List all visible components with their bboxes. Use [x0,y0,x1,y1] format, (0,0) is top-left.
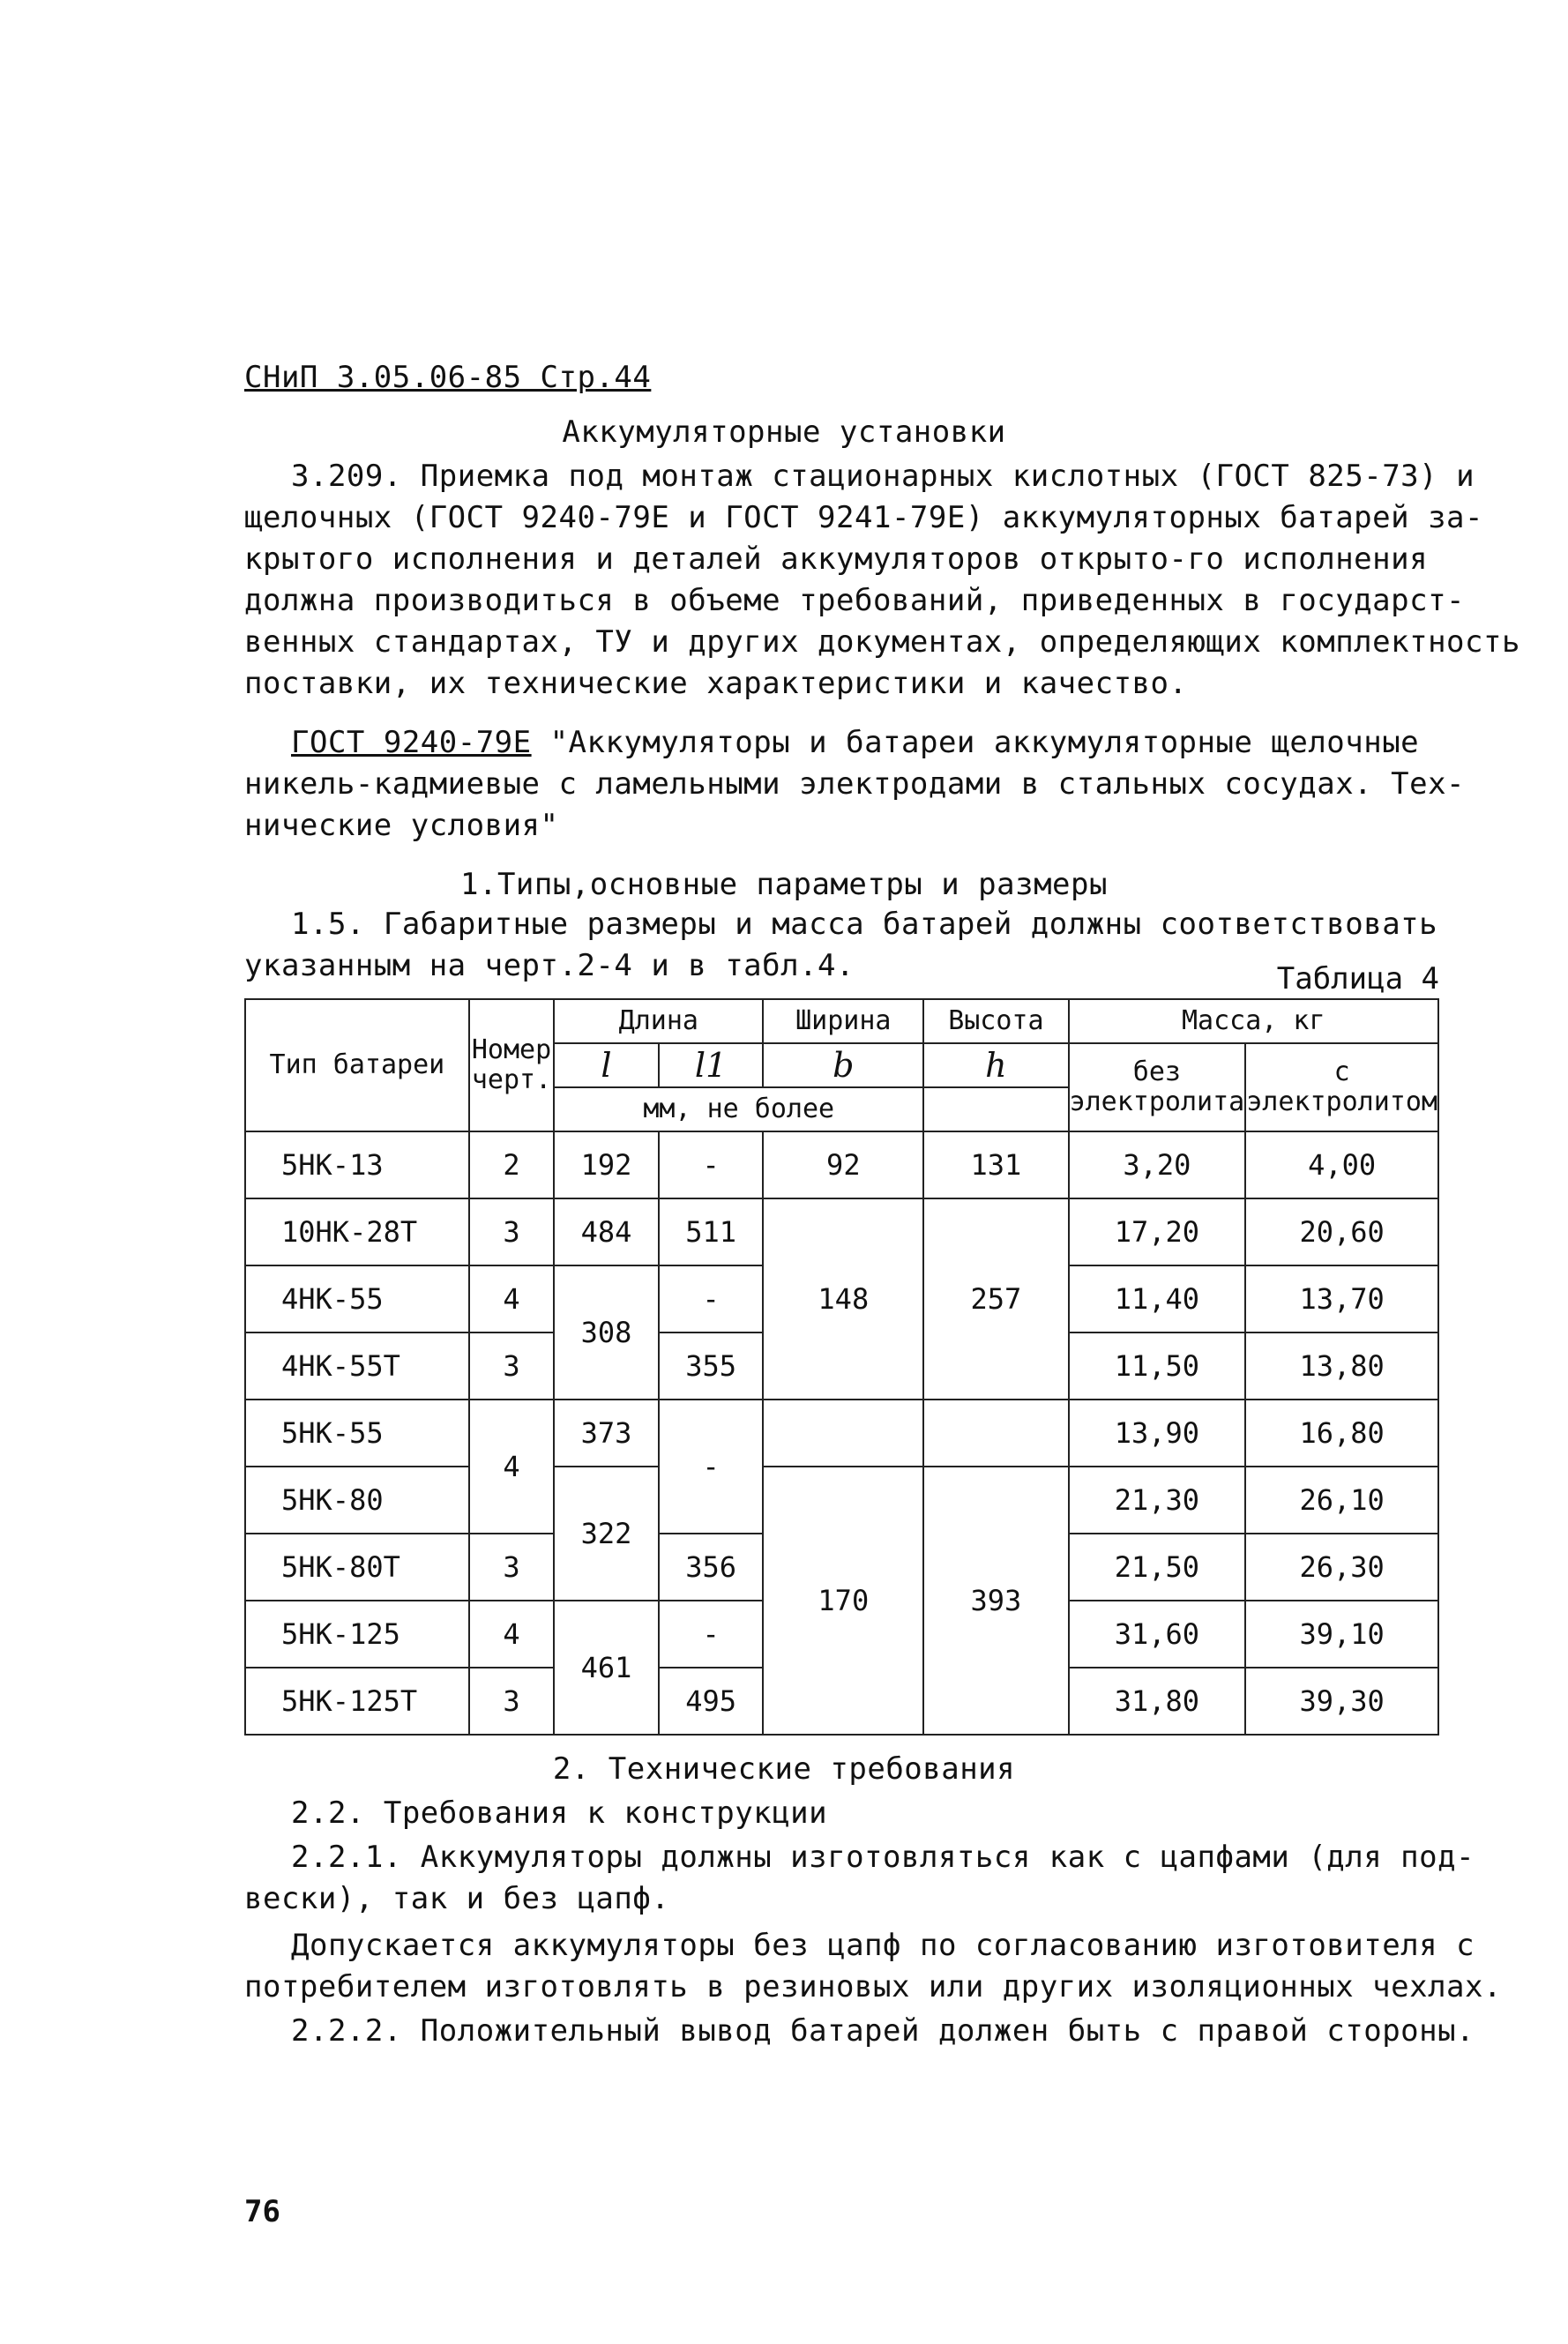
col-mass-no-el-header: без электролита [1069,1043,1246,1131]
cell-l1: 511 [659,1198,764,1265]
col-length-header: Длина [554,999,763,1043]
cell-type: 5НК-55 [245,1400,469,1467]
paragraph-line: щелочных (ГОСТ 9240-79Е и ГОСТ 9241-79Е) аккумуляторных батарей за- [244,500,1483,535]
cell-l1: - [659,1131,764,1198]
cell-l: 373 [554,1400,659,1467]
paragraph-line: вески), так и без цапф. [244,1881,670,1916]
cell-mass-with-el: 13,70 [1245,1265,1438,1332]
table-row [245,1131,1438,1198]
cell-l: 308 [554,1265,659,1400]
cell-mass-with-el: 4,00 [1245,1131,1438,1198]
cell-type: 5НК-13 [245,1131,469,1198]
table-row [245,1467,1438,1534]
cell-mass-no-el: 17,20 [1069,1198,1246,1265]
col-l-header: l [554,1043,659,1087]
col-type-header: Тип батареи [245,999,469,1131]
cell-mass-no-el: 3,20 [1069,1131,1246,1198]
cell-mass-no-el: 11,50 [1069,1332,1246,1400]
cell-mass-with-el: 13,80 [1245,1332,1438,1400]
paragraph-line: 3.209. Приемка под монтаж стационарных кислотных (ГОСТ 825-73) и [291,459,1475,494]
cell-mass-with-el: 20,60 [1245,1198,1438,1265]
gost-title: "Аккумуляторы и батареи аккумуляторные щелочные [531,725,1420,760]
cell-drawing: 2 [469,1131,554,1198]
subsection-title: 2. Технические требования [552,1751,1016,1787]
paragraph-line: поставки, их технические характеристики и качество. [244,666,1188,701]
cell-drawing: 3 [469,1332,554,1400]
cell-mass-with-el: 39,10 [1245,1601,1438,1668]
cell-mass-with-el: 26,10 [1245,1467,1438,1534]
cell-l1: 495 [659,1668,764,1735]
cell-mass-no-el: 31,80 [1069,1668,1246,1735]
gost-reference-line [291,725,1419,760]
col-height-header: Высота [923,999,1068,1043]
paragraph-line: потребителем изготовлять в резиновых или других изоляционных чехлах. [244,1969,1502,2004]
paragraph-line: указанным на черт.2-4 и в табл.4. [244,948,855,983]
cell-mass-no-el: 21,30 [1069,1467,1246,1534]
cell-l1: 355 [659,1332,764,1400]
col-mass-with-el-header: с электролитом [1245,1043,1438,1131]
cell-l: 484 [554,1198,659,1265]
cell-type: 5НК-80 [245,1467,469,1534]
section-title: Аккумуляторные установки [562,414,1006,450]
cell-b: 92 [763,1131,923,1198]
cell-mass-with-el: 26,30 [1245,1534,1438,1601]
cell-l1: - [659,1400,764,1534]
cell-mass-no-el: 31,60 [1069,1601,1246,1668]
units-header: мм, не более [554,1087,923,1131]
table-row [245,1400,1438,1467]
col-width-header: Ширина [763,999,923,1043]
cell-b: 170 [763,1467,923,1735]
cell-drawing: 3 [469,1198,554,1265]
cell-drawing: 4 [469,1400,554,1534]
col-mass-header: Масса, кг [1069,999,1438,1043]
paragraph-line: крытого исполнения и деталей аккумуляторов открыто-го исполнения [244,541,1429,577]
page-number: 76 [244,2194,280,2229]
cell-mass-no-el: 11,40 [1069,1265,1246,1332]
cell-type: 5НК-125Т [245,1668,469,1735]
paragraph-line: 1.5. Габаритные размеры и масса батарей должны соответствовать [291,907,1438,942]
cell-mass-with-el: 16,80 [1245,1400,1438,1467]
cell-l1: - [659,1601,764,1668]
table-caption: Таблица 4 [1276,961,1439,997]
col-drawing-header: Номер черт. [469,999,554,1131]
paragraph-line: должна производиться в объеме требований, приведенных в государст- [244,583,1466,618]
cell-type: 4НК-55 [245,1265,469,1332]
cell-b [763,1400,923,1467]
cell-drawing: 3 [469,1534,554,1601]
cell-h: 131 [923,1131,1068,1198]
cell-h: 257 [923,1198,1068,1400]
paragraph-line: никель-кадмиевые с ламельными электродами в стальных сосудах. Тех- [244,766,1466,802]
cell-drawing: 4 [469,1265,554,1332]
battery-table [244,998,1439,1736]
cell-type: 5НК-80Т [245,1534,469,1601]
cell-mass-with-el: 39,30 [1245,1668,1438,1735]
paragraph-line: 2.2.2. Положительный вывод батарей должен быть с правой стороны. [291,2013,1475,2049]
cell-l: 461 [554,1601,659,1735]
cell-drawing: 4 [469,1601,554,1668]
document-header: СНиП 3.05.06-85 Стр.44 [244,360,652,395]
cell-l: 322 [554,1467,659,1601]
paragraph-line: Допускается аккумуляторы без цапф по согласованию изготовителя с [291,1928,1475,1963]
gost-reference: ГОСТ 9240-79Е [291,725,532,760]
cell-type: 5НК-125 [245,1601,469,1668]
cell-type: 4НК-55Т [245,1332,469,1400]
cell-mass-no-el: 13,90 [1069,1400,1246,1467]
cell-b: 148 [763,1198,923,1400]
cell-type: 10НК-28Т [245,1198,469,1265]
col-b-header: b [763,1043,923,1087]
subsection-title: 1.Типы,основные параметры и размеры [460,867,1108,902]
paragraph-line: нические условия" [244,808,559,843]
cell-h [923,1400,1068,1467]
cell-l: 192 [554,1131,659,1198]
table-row [245,1198,1438,1265]
cell-l1: - [659,1265,764,1332]
col-l1-header: l1 [659,1043,764,1087]
subsection-heading: 2.2. Требования к конструкции [291,1795,828,1831]
units-blank [923,1087,1068,1131]
paragraph-line: 2.2.1. Аккумуляторы должны изготовляться как с цапфами (для под- [291,1840,1475,1875]
cell-l1: 356 [659,1534,764,1601]
cell-mass-no-el: 21,50 [1069,1534,1246,1601]
cell-drawing: 3 [469,1668,554,1735]
paragraph-line: венных стандартах, ТУ и других документах, определяющих комплектность [244,624,1520,660]
col-h-header: h [923,1043,1068,1087]
cell-h: 393 [923,1467,1068,1735]
